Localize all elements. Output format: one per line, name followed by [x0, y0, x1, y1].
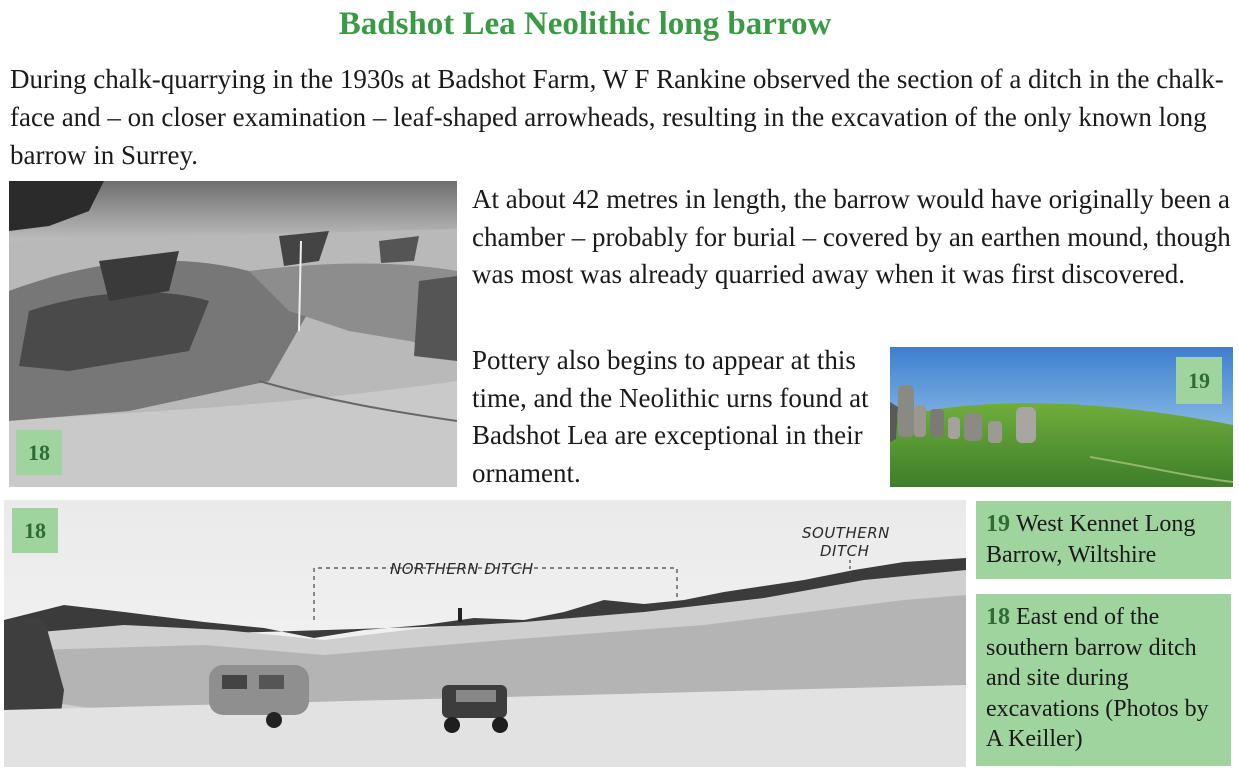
northern-ditch-label: NORTHERN DITCH — [390, 560, 534, 578]
pottery-paragraph: Pottery also begins to appear at this time, and the Neolithic urns found at Badshot Lea are exceptional in their ornament. — [472, 345, 869, 488]
southern-ditch-label: SOUTHERN — [802, 524, 890, 542]
photo-number-badge: 19 — [1176, 357, 1222, 404]
photo-number-badge: 18 — [16, 430, 62, 475]
southern-ditch-label-line2: DITCH — [820, 542, 870, 560]
caption-number: 19 — [986, 511, 1010, 537]
caption-text: West Kennet Long Barrow, Wiltshire — [986, 511, 1196, 568]
page-title: Badshot Lea Neolithic long barrow — [338, 6, 832, 42]
photo-number-badge: 18 — [12, 508, 58, 553]
caption-west-kennet — [976, 501, 1231, 579]
intro-paragraph: During chalk-quarrying in the 1930s at Badshot Farm, W F Rankine observed the section of a ditch in the chalk-face and – on closer examination – leaf-shaped arrowheads, resulting in the excavation of the only known long barrow in Surrey. — [10, 64, 1224, 170]
caption-number: 18 — [986, 604, 1010, 630]
barrow-length-paragraph: At about 42 metres in length, the barrow would have originally been a chamber – probably for burial – covered by an earthen mound, though was most was already quarried away when it was first discovered. — [472, 184, 1231, 289]
caption-text: East end of the southern barrow ditch and site during excavations (Photos by A Keiller) — [986, 604, 1209, 752]
excavation-ditch-photo — [9, 181, 457, 487]
caption-badshot-ditch — [976, 594, 1231, 766]
barrow-panorama-photo — [4, 500, 966, 767]
